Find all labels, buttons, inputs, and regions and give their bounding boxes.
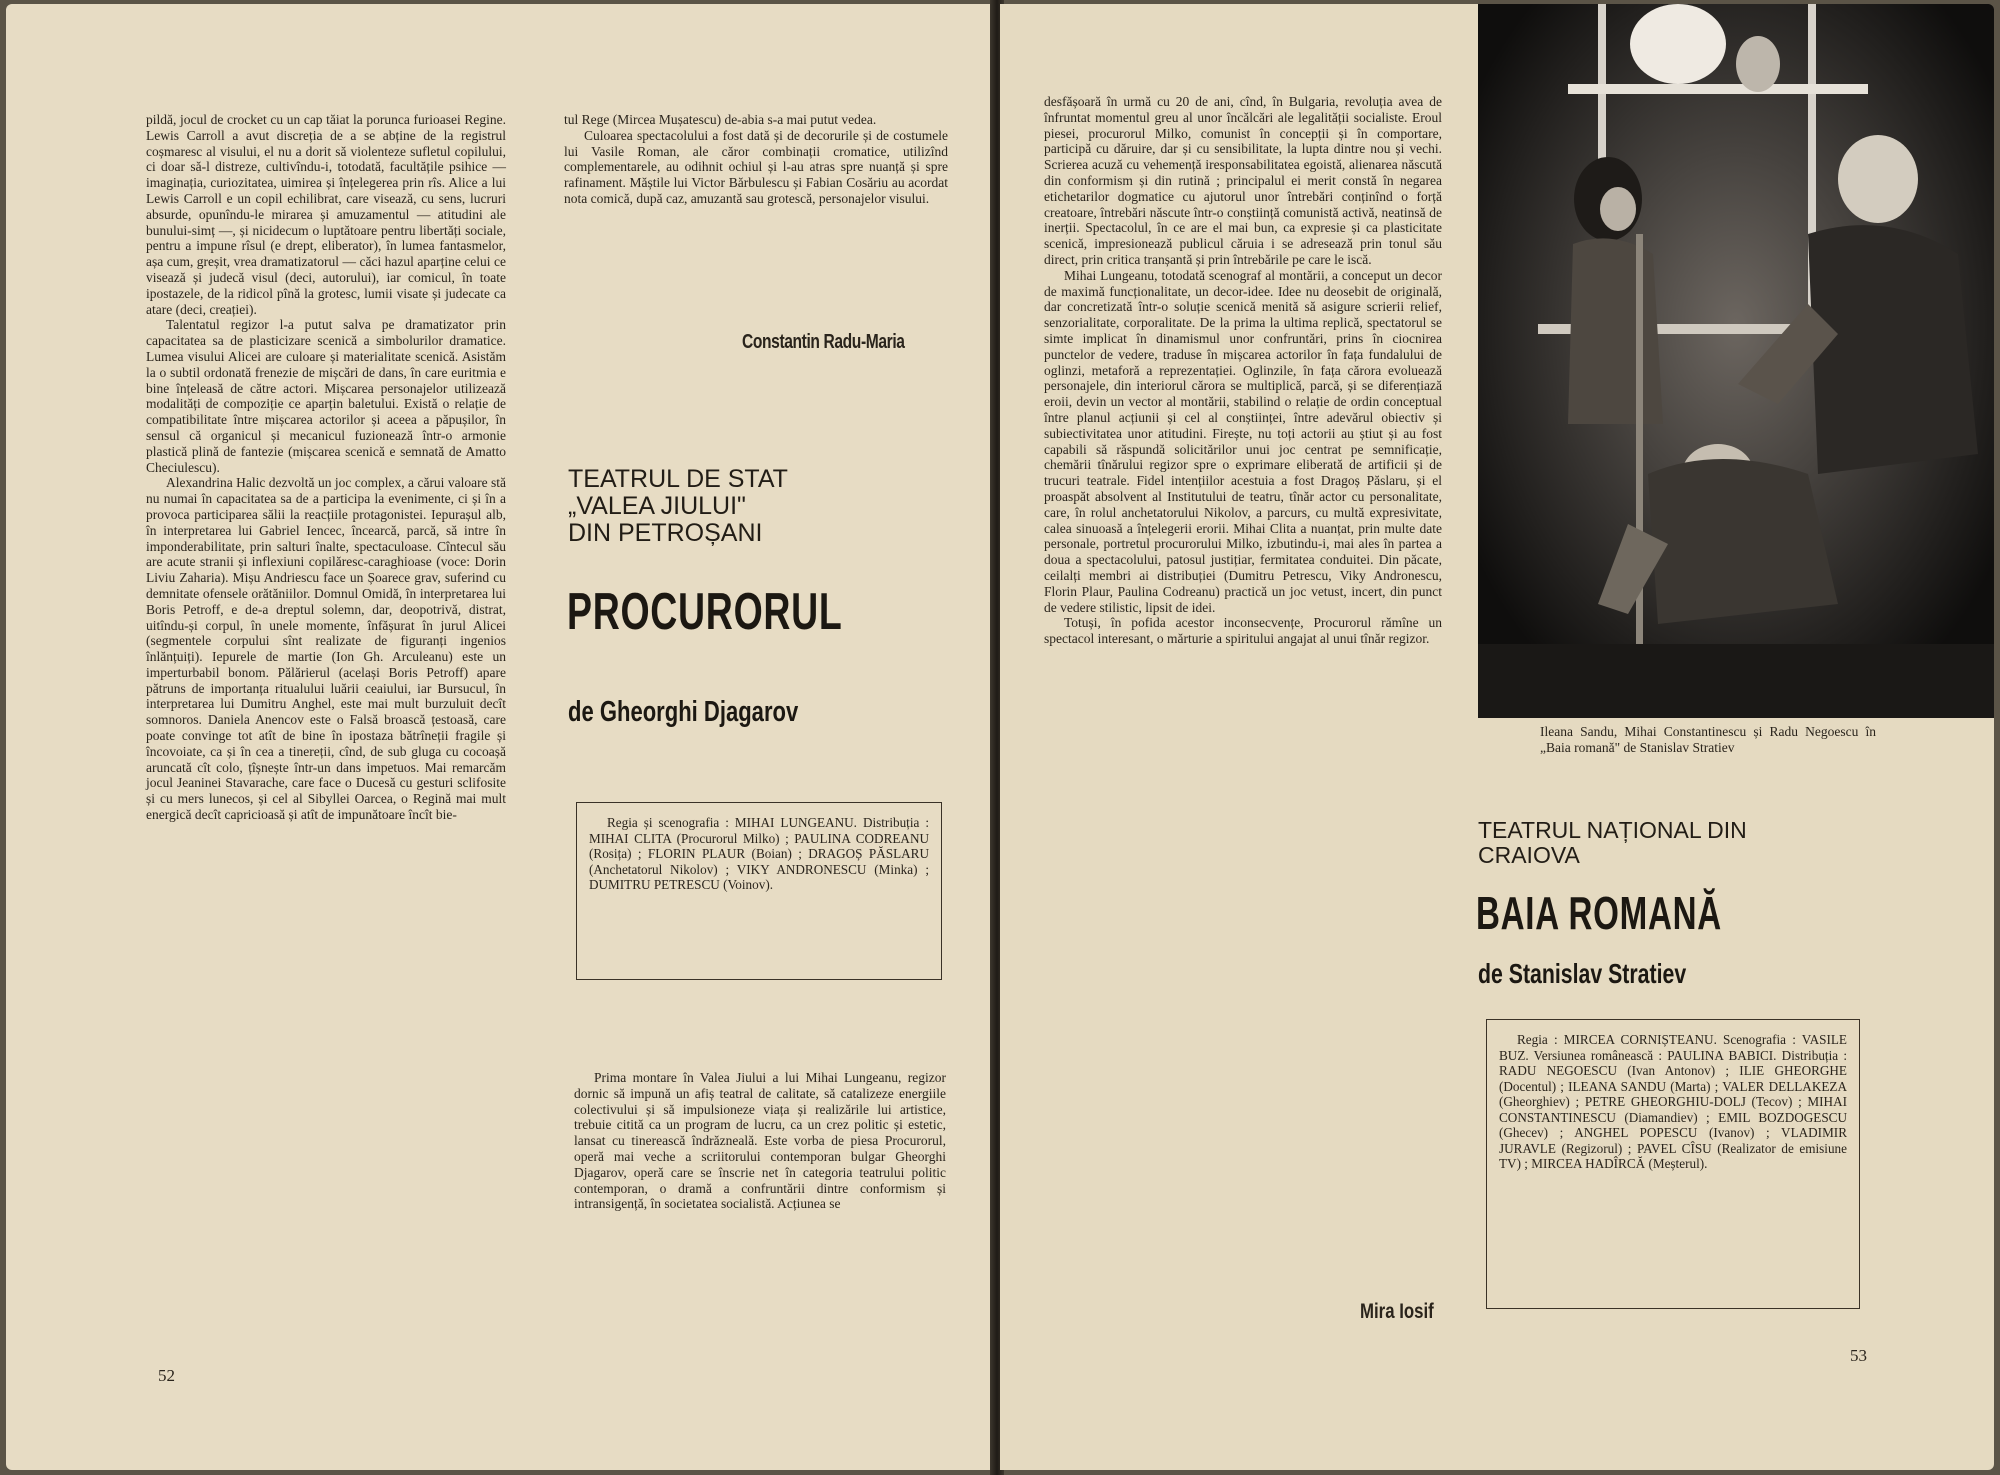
stage-photo-image	[1478, 4, 1994, 718]
play-author: de Stanislav Stratiev	[1478, 958, 1687, 989]
play-title: PROCURORUL	[567, 583, 843, 641]
photo-caption: Ileana Sandu, Mihai Constantinescu și Radu Negoescu în „Baia romană" de Stanislav Stratiev	[1540, 724, 1876, 755]
review-text: Prima montare în Valea Jiului a lui Mihai Lungeanu, regizor dornic să impună un afiș teatral de calitate, să catalizeze energiile colectivului și să impulsioneze viața și realizările lui artistice, trebuie citită ca un program de lucru, ca un crez politic și estetic, lansat cu tinerească îndrăzneală. Este vorba de piesa Procurorul, operă mai veche a scriitorului contemporan bulgar Gheorghi Djagarov, operă care se înscrie net în categoria teatrului politic contemporan, o dramă a confruntării dintre conformism și intransigență, în societatea socialistă. Acțiunea se	[574, 1070, 946, 1212]
paragraph: Alexandrina Halic dezvoltă un joc complex, a cărui valoare stă nu numai în capacitatea sa de a participa la evenimente, ci și în a provoca participarea sălii la reacțiile protagonistei. Iepurașul alb, în interpretarea lui Gabriel Iencec, încearcă, parcă, să intre în imponderabilitate, prin salturi înalte, spectaculoase. Cîntecul său are acute stranii și inflexiuni copilăresc-caraghioase (voce: Dorin Liviu Zaharia). Mișu Andriescu face un Șoarece grav, suferind cu demnitate ofensele orătăniilor. Domnul Omidă, în interpretarea lui Boris Petroff, e de-a dreptul solemn, dar, deopotrivă, distrat, uitîndu-și corpul, în unele momente, înfășurat în jurul Alicei (segmentele corpului sînt realizate de figuranți ingenios înlănțuiți). Iepurele de martie (Ion Gh. Arculeanu) este un imperturbabil bonom. Pălărierul (același Boris Petroff) apare pătruns de importanța ritualului luării ceaiului, iar Bursucul, în interpretarea lui Dumitru Anghel, este mai mult burzuluit decît somnoros. Daniela Anencov este o Falsă broască țestoasă, care poate convinge tot atît de bine în ipostaza bătrîneții fragile și încovoiate, ca și în cea a tinereții, cînd, de sub gluga cu cocoașă aruncată cît colo, țîșnește într-un dans impetuos. Mai remarcăm jocul Jeaninei Stavarache, care face o Ducesă cu gesturi sclifosite și cu mers lunecos, și cel al Sibyllei Oarcea, o Regină mai mult energică decît capricioasă și atît de impunătoare încît bie-	[146, 475, 506, 823]
credits-box: Regia și scenografia : MIHAI LUNGEANU. Distribuția : MIHAI CLITA (Procurorul Milko) ; PAULINA CODREANU (Rosița) ; FLORIN PLAUR (Boian) ; DRAGOȘ PĂSLARU (Anchetatorul Nikolov) ; VIKY ANDRONESCU (Minka) ; DUMITRU PETRESCU (Voinov).	[576, 802, 942, 980]
theatre-title: TEATRUL NAȚIONAL DIN CRAIOVA	[1478, 817, 1747, 868]
production-photo	[1478, 4, 1994, 718]
right-page	[1000, 4, 1994, 1470]
page-number: 53	[1850, 1346, 1867, 1365]
paragraph: desfășoară în urmă cu 20 de ani, cînd, în Bulgaria, revoluția avea de înfruntat momentul greu al unor încălcări ale legalității socialiste. Eroul piesei, procurorul Milko, comunist în concepții și în comportare, participă cu dăruire, dar și cu sensibilitate, la lupta dintre nou și vechi. Scrierea acuză cu vehemență iresponsabilitatea egoistă, alienarea născută din conformism și din rutină ; principalul ei merit constă în negarea etichetarilor dogmatice cu ajutorul unor întrebări conținînd o forță creatoare, întrebări născute într-o conștiință comunistă activă, neatinsă de inerții. Spectacolul, în ce are el mai bun, ca expresie și ca plasticitate scenică, impresionează publicul căruia i se adresează prin tonul său direct, prin critica tranșantă și prin întrebările pe care le iscă.	[1044, 94, 1442, 267]
article-author: Mira Iosif	[1360, 1300, 1434, 1323]
paragraph: Talentatul regizor l-a putut salva pe dramatizator prin capacitatea sa de plasticizare scenică a simbolurilor dramatice. Lumea visului Alicei are culoare și materialitate scenică. Asistăm la o subtil ordonată frenezie de mișcări de dans, în care euritmia e bine înțeleasă de către actori. Mișcarea personajelor utilizează modalități de compoziție ce aparțin baletului. Există o relație de compatibilitate între mișcarea actorilor și aceea a păpușilor, în sensul că organicul și mecanicul fuzionează într-o armonie plastică plină de fantezie (mișcarea scenică e semnată de Amatto Checiulescu).	[146, 317, 506, 475]
credits-box: Regia : MIRCEA CORNIȘTEANU. Scenografia : VASILE BUZ. Versiunea românească : PAULINA BABICI. Distribuția : RADU NEGOESCU (Ivan Antonov) ; ILIE GHEORGHE (Docentul) ; ILEANA SANDU (Marta) ; VALER DELLAKEZA (Gheorghiev) ; PETRE GHEORGHIU-DOLJ (Tecov) ; MIHAI CONSTANTINESCU (Diamandiev) ; EMIL BOZDOGESCU (Ghecev) ; ANGHEL POPESCU (Ivanov) ; VLADIMIR JURAVLE (Regizorul) ; PAVEL CÎSU (Realizator de emisiune TV) ; MIRCEA HADÎRCĂ (Meșterul).	[1486, 1019, 1860, 1309]
left-column-1	[146, 112, 506, 823]
left-column-2	[564, 112, 948, 207]
play-author: de Gheorghi Djagarov	[568, 696, 799, 728]
paragraph: Culoarea spectacolului a fost dată și de decorurile și de costumele lui Vasile Roman, ale căror combinații cromatice, utilizînd complementarele, au odihnit ochiul și l-au atras spre nuanță și spre rafinament. Măștile lui Victor Bărbulescu și Fabian Cosăriu au acordat nota comică, după caz, amuzantă sau grotescă, personajelor visului.	[564, 127, 948, 206]
page-number: 52	[158, 1366, 175, 1385]
article-author: Constantin Radu-Maria	[742, 331, 905, 353]
right-column	[1044, 94, 1442, 647]
play-title: BAIA ROMANĂ	[1476, 887, 1722, 939]
paragraph: tul Rege (Mircea Mușatescu) de-abia s-a mai putut vedea.	[564, 112, 877, 127]
paragraph: Totuși, în pofida acestor inconsecvențe, Procurorul rămîne un spectacol interesant, o mărturie a spiritului angajat al unui tînăr regizor.	[1044, 615, 1442, 647]
theatre-title: TEATRUL DE STAT „VALEA JIULUI" DIN PETROȘANI	[568, 465, 788, 547]
paragraph: Mihai Lungeanu, totodată scenograf al montării, a conceput un decor de maximă funcționalitate, un decor-idee. Idee nu deosebit de originală, dar concretizată într-o soluție scenică menită să asigure scrierii relief, senzorialitate, corporalitate. De la prima la ultima replică, spectatorul se simte implicat în dinamismul unor confruntări, prins în ciocnirea punctelor de vedere, traduse în mișcarea actorilor în fața fundalului de oglinzi, metaforă a reprezentației. Oglinzile, în fața cărora evoluează personajele, din interiorul cărora se multiplică, parcă, și se diferențiază eroii, devin un vector al montării, stabilind o relație de ordin conceptual între planul acțiunii și cel al conștiinței, între adevărul obiectiv și subiectivitatea unor atitudini. Firește, nu toți actorii au știut și au fost capabili să răspundă solicitărilor unui joc centrat pe semnificație, chemării tînărului regizor spre o exprimare eliberată de artificii și de trucuri teatrale. Fidel intențiilor acestuia a fost Dragoș Păslaru, și el proaspăt absolvent al Institutului de teatru, tînăr actor cu personalitate, care, în rolul anchetatorului Nikolov, a parcurs, cu multă expresivitate, calea sinuoasă a înțelegerii erorii. Mihai Clita a nuanțat, prin multe date personale, portretul procurorului Milko, izbutindu-i, mai ales în partea a doua a spectacolului, patosul justițiar, fermitatea conduitei. Din păcate, ceilalți membri ai distribuției (Dumitru Petrescu, Viky Andronescu, Florin Plaur, Paulina Codreanu) practică un joc vetust, incert, din punct de vedere stilistic, lipsit de idei.	[1044, 267, 1442, 615]
left-page	[6, 4, 996, 1470]
paragraph: pildă, jocul de crocket cu un cap tăiat la porunca furioasei Regine. Lewis Carroll a avut discreția de a se abține de la registrul coșmaresc al visului, el nu a dorit să violenteze sufletul copilului, ci doar să-l distreze, cultivîndu-i, totodată, facultățile psihice — imaginația, curiozitatea, uimirea și înțelegerea prin rîs. Alice a lui Lewis Carroll e un copil echilibrat, care visează, cu sens, lucruri absurde, opunîndu-le mirarea și amuzamentul — atitudini ale bunului-simț —, și nicidecum o luptătoare pentru libertăți sociale, pentru a impune rîsul (e drept, eliberator), în lumea fantasmelor, așa cum, greșit, vrea dramatizatorul — căci hazul aparține celui ce visează și judecă visul (deci, autorului), iar comicul, în toate ipostazele, de la ridicol pînă la grotesc, lumii visate și judecate ca atare (deci, creației).	[146, 112, 506, 317]
